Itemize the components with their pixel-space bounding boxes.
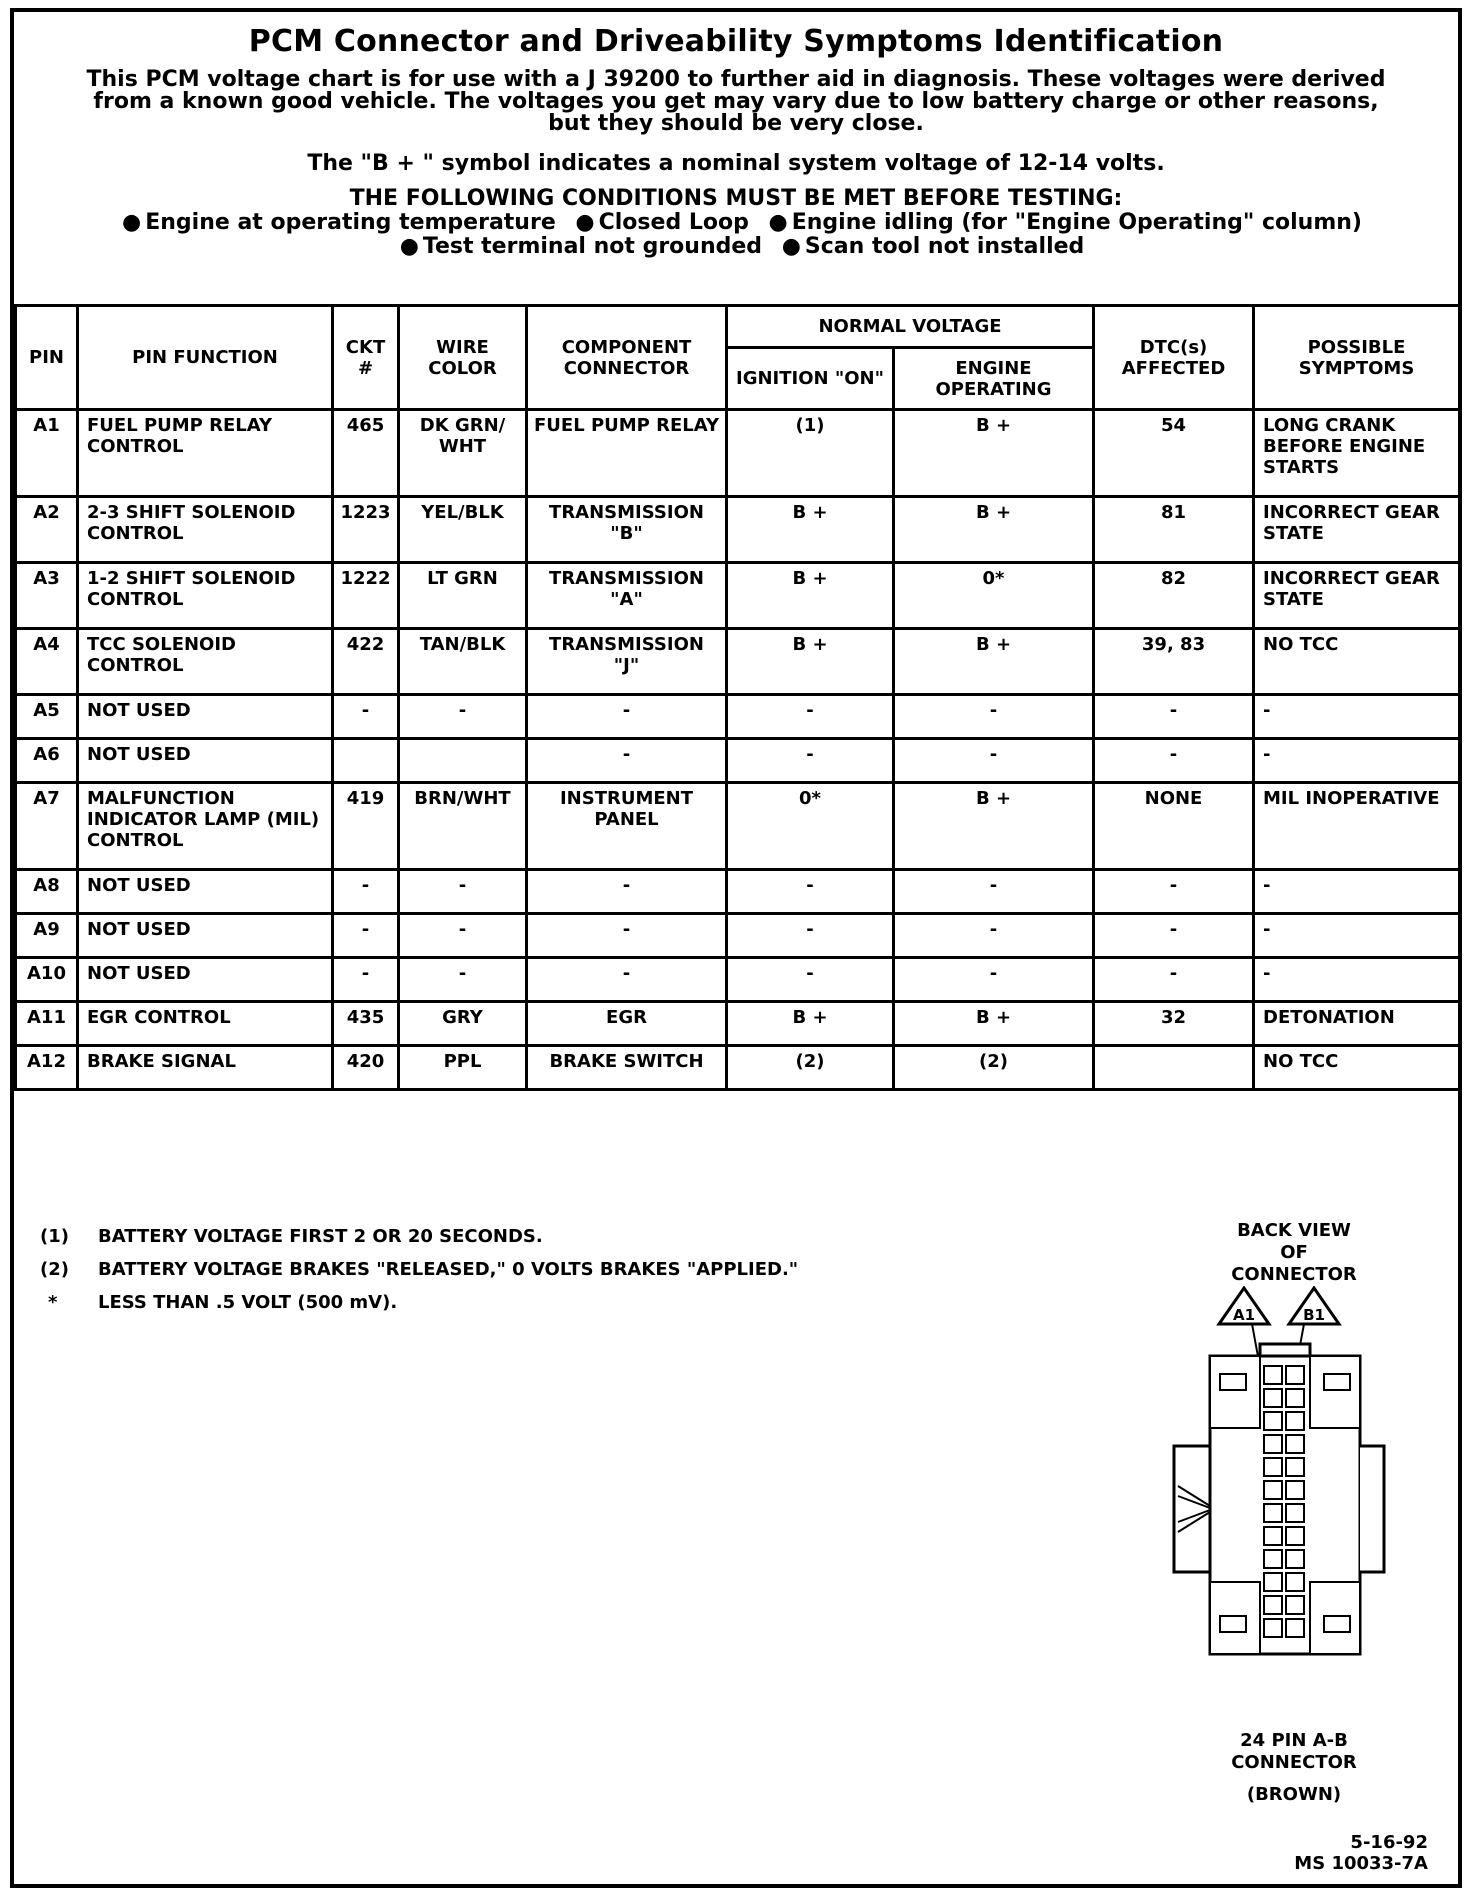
dtc-cell: 32	[1094, 1002, 1254, 1046]
pin-cell: A4	[16, 629, 78, 695]
pin-cavity	[1264, 1435, 1282, 1453]
component-cell: -	[527, 958, 727, 1002]
function-cell: BRAKE SIGNAL	[78, 1046, 333, 1090]
pin-cavity	[1264, 1458, 1282, 1476]
function-cell: NOT USED	[78, 695, 333, 739]
pin-cell: A5	[16, 695, 78, 739]
bullet-icon: ●	[122, 210, 142, 235]
ignition-voltage-cell: (2)	[727, 1046, 894, 1090]
pin-cell: A1	[16, 410, 78, 497]
component-cell: -	[527, 870, 727, 914]
table-row	[16, 1002, 1460, 1046]
ckt-cell: -	[333, 958, 399, 1002]
connector-label	[1164, 1730, 1424, 1806]
dtc-cell	[1094, 1046, 1254, 1090]
engine-voltage-cell: -	[894, 739, 1094, 783]
table-row	[16, 739, 1460, 783]
pin-cavity	[1286, 1596, 1304, 1614]
pin-cavity	[1264, 1573, 1282, 1591]
footnote-mark: *	[48, 1292, 58, 1313]
header-normal-voltage: NORMAL VOLTAGE	[727, 306, 1094, 348]
wire-color-cell: LT GRN	[399, 563, 527, 629]
ckt-cell: 435	[333, 1002, 399, 1046]
wire-color-cell: DK GRN/ WHT	[399, 410, 527, 497]
document-id	[1294, 1832, 1428, 1874]
intro-line: This PCM voltage chart is for use with a J 39200 to further aid in diagnosis. These voltages were derived	[86, 67, 1386, 92]
engine-voltage-cell: B +	[894, 783, 1094, 870]
ignition-voltage-cell: (1)	[727, 410, 894, 497]
wire-color-cell: -	[399, 695, 527, 739]
condition-item: Engine idling (for "Engine Operating" column)	[791, 210, 1362, 235]
component-cell: TRANSMISSION "B"	[527, 497, 727, 563]
symbol-note: The "B + " symbol indicates a nominal system voltage of 12-14 volts.	[307, 151, 1165, 176]
table-row	[16, 958, 1460, 1002]
pin-cavity	[1286, 1504, 1304, 1522]
header-pin: PIN	[16, 306, 78, 410]
pin-cavity	[1264, 1550, 1282, 1568]
intro-line: from a known good vehicle. The voltages you get may vary due to low battery charge or other reasons,	[93, 89, 1379, 114]
ignition-voltage-cell: -	[727, 695, 894, 739]
document-page	[10, 8, 1462, 1888]
ignition-voltage-cell: B +	[727, 629, 894, 695]
ckt-cell: 465	[333, 410, 399, 497]
table-row	[16, 410, 1460, 497]
connector-label-line: 24 PIN A-B	[1240, 1730, 1348, 1751]
bullet-icon: ●	[575, 210, 595, 235]
symptoms-cell: INCORRECT GEAR STATE	[1254, 497, 1460, 563]
engine-voltage-cell: (2)	[894, 1046, 1094, 1090]
condition-item: Scan tool not installed	[804, 234, 1085, 259]
symptoms-cell: MIL INOPERATIVE	[1254, 783, 1460, 870]
engine-voltage-cell: -	[894, 958, 1094, 1002]
dtc-cell: -	[1094, 695, 1254, 739]
header-component: COMPONENT CONNECTOR	[527, 306, 727, 410]
symptoms-cell: INCORRECT GEAR STATE	[1254, 563, 1460, 629]
symptoms-cell: -	[1254, 695, 1460, 739]
pin-cavity	[1286, 1435, 1304, 1453]
pin-cell: A10	[16, 958, 78, 1002]
notes-area	[14, 1122, 1458, 1888]
pin-cavity	[1264, 1366, 1282, 1384]
connector-upper-right-block	[1310, 1356, 1360, 1428]
wire-color-cell: BRN/WHT	[399, 783, 527, 870]
pin-cell: A3	[16, 563, 78, 629]
pin-cell: A7	[16, 783, 78, 870]
footnote-mark: (1)	[40, 1226, 69, 1247]
engine-voltage-cell: -	[894, 695, 1094, 739]
bullet-icon: ●	[781, 234, 801, 259]
dtc-cell: 54	[1094, 410, 1254, 497]
pin-cavity	[1286, 1573, 1304, 1591]
component-cell: TRANSMISSION "J"	[527, 629, 727, 695]
header-symptoms: POSSIBLE SYMPTOMS	[1254, 306, 1460, 410]
pin-cavity	[1264, 1596, 1282, 1614]
dtc-cell: -	[1094, 914, 1254, 958]
pin-cavity	[1286, 1458, 1304, 1476]
table-row	[16, 563, 1460, 629]
function-cell: TCC SOLENOID CONTROL	[78, 629, 333, 695]
function-cell: FUEL PUMP RELAY CONTROL	[78, 410, 333, 497]
condition-item: Test terminal not grounded	[422, 234, 763, 259]
component-cell: -	[527, 914, 727, 958]
terminal-window	[1220, 1374, 1246, 1390]
function-cell: NOT USED	[78, 870, 333, 914]
component-cell: FUEL PUMP RELAY	[527, 410, 727, 497]
footnote	[34, 1226, 798, 1247]
symptoms-cell: NO TCC	[1254, 629, 1460, 695]
pin-b1-label: B1	[1303, 1306, 1325, 1324]
component-cell: -	[527, 695, 727, 739]
pin-cell: A9	[16, 914, 78, 958]
connector-label-line: CONNECTOR	[1231, 1752, 1357, 1773]
document-date: 5-16-92	[1350, 1832, 1428, 1853]
dtc-cell: 39, 83	[1094, 629, 1254, 695]
ckt-cell: 1222	[333, 563, 399, 629]
symptoms-cell: NO TCC	[1254, 1046, 1460, 1090]
component-cell: BRAKE SWITCH	[527, 1046, 727, 1090]
function-cell: MALFUNCTION INDICATOR LAMP (MIL) CONTROL	[78, 783, 333, 870]
connector-color-label: (BROWN)	[1246, 1784, 1342, 1805]
header-function: PIN FUNCTION	[78, 306, 333, 410]
pin-cell: A8	[16, 870, 78, 914]
dtc-cell: 82	[1094, 563, 1254, 629]
footnotes	[34, 1226, 798, 1325]
table-header-row	[16, 306, 1460, 348]
symptoms-cell: -	[1254, 958, 1460, 1002]
pin-cavity	[1264, 1412, 1282, 1430]
footnote-text: LESS THAN .5 VOLT (500 mV).	[98, 1292, 398, 1313]
wire-color-cell: PPL	[399, 1046, 527, 1090]
dtc-cell: -	[1094, 958, 1254, 1002]
header-ignition-on: IGNITION "ON"	[727, 348, 894, 410]
header-dtc: DTC(s) AFFECTED	[1094, 306, 1254, 410]
ckt-cell: -	[333, 914, 399, 958]
back-view-label-line: BACK VIEW	[1237, 1220, 1351, 1241]
pin-cavity	[1264, 1481, 1282, 1499]
connector-drawing	[1164, 1286, 1424, 1726]
pin-cavity	[1264, 1504, 1282, 1522]
pin-cavity	[1286, 1389, 1304, 1407]
pin-cell: A6	[16, 739, 78, 783]
wire-clip	[1174, 1446, 1210, 1572]
back-view-label	[1164, 1220, 1424, 1286]
ignition-voltage-cell: -	[727, 914, 894, 958]
pin-cavity	[1264, 1619, 1282, 1637]
dtc-cell: NONE	[1094, 783, 1254, 870]
ckt-cell: 419	[333, 783, 399, 870]
function-cell: 2-3 SHIFT SOLENOID CONTROL	[78, 497, 333, 563]
footnote	[34, 1259, 798, 1280]
ckt-cell	[333, 739, 399, 783]
pin-cavity	[1286, 1412, 1304, 1430]
wire-color-cell	[399, 739, 527, 783]
conditions-line-2	[14, 235, 1458, 259]
footnote	[34, 1292, 798, 1313]
table-row	[16, 497, 1460, 563]
engine-voltage-cell: B +	[894, 410, 1094, 497]
ckt-cell: -	[333, 695, 399, 739]
ignition-voltage-cell: B +	[727, 1002, 894, 1046]
pin-cavity	[1286, 1481, 1304, 1499]
symptoms-cell: -	[1254, 870, 1460, 914]
function-cell: 1-2 SHIFT SOLENOID CONTROL	[78, 563, 333, 629]
function-cell: NOT USED	[78, 958, 333, 1002]
pin-cavity	[1286, 1366, 1304, 1384]
ckt-cell: 1223	[333, 497, 399, 563]
bullet-icon: ●	[399, 234, 419, 259]
component-cell: -	[527, 739, 727, 783]
header-engine-operating: ENGINE OPERATING	[894, 348, 1094, 410]
intro-line: but they should be very close.	[548, 111, 924, 136]
component-cell: EGR	[527, 1002, 727, 1046]
table-row	[16, 629, 1460, 695]
engine-voltage-cell: B +	[894, 1002, 1094, 1046]
symptoms-cell: LONG CRANK BEFORE ENGINE STARTS	[1254, 410, 1460, 497]
ignition-voltage-cell: B +	[727, 563, 894, 629]
conditions-title: THE FOLLOWING CONDITIONS MUST BE MET BEFORE TESTING:	[349, 186, 1123, 211]
function-cell: EGR CONTROL	[78, 1002, 333, 1046]
dtc-cell: -	[1094, 739, 1254, 783]
function-cell: NOT USED	[78, 914, 333, 958]
engine-voltage-cell: B +	[894, 629, 1094, 695]
terminal-window	[1324, 1374, 1350, 1390]
pin-cavity	[1286, 1550, 1304, 1568]
pin-cell: A11	[16, 1002, 78, 1046]
symptoms-cell: DETONATION	[1254, 1002, 1460, 1046]
pin-table	[14, 304, 1461, 1091]
table-row	[16, 783, 1460, 870]
pin-a1-label: A1	[1232, 1306, 1256, 1324]
document-header	[14, 12, 1458, 304]
wire-color-cell: -	[399, 914, 527, 958]
pin-cell: A2	[16, 497, 78, 563]
ckt-cell: 422	[333, 629, 399, 695]
conditions-line-1	[14, 211, 1458, 235]
side-rib	[1360, 1446, 1384, 1572]
page-title: PCM Connector and Driveability Symptoms Identification	[248, 24, 1224, 59]
table-row	[16, 914, 1460, 958]
wire-color-cell: -	[399, 958, 527, 1002]
wire-color-cell: GRY	[399, 1002, 527, 1046]
header-ckt: CKT #	[333, 306, 399, 410]
condition-item: Engine at operating temperature	[145, 210, 556, 235]
condition-item: Closed Loop	[598, 210, 749, 235]
ignition-voltage-cell: 0*	[727, 783, 894, 870]
footnote-mark: (2)	[40, 1259, 69, 1280]
table-row	[16, 1046, 1460, 1090]
table-row	[16, 870, 1460, 914]
connector-upper-left-block	[1210, 1356, 1260, 1428]
connector-diagram	[1164, 1220, 1424, 1806]
ignition-voltage-cell: B +	[727, 497, 894, 563]
ignition-voltage-cell: -	[727, 958, 894, 1002]
table-body	[16, 410, 1460, 1090]
function-cell: NOT USED	[78, 739, 333, 783]
bullet-icon: ●	[768, 210, 788, 235]
ignition-voltage-cell: -	[727, 739, 894, 783]
component-cell: INSTRUMENT PANEL	[527, 783, 727, 870]
engine-voltage-cell: -	[894, 914, 1094, 958]
pin-table-container	[14, 304, 1458, 1091]
intro-text	[14, 69, 1458, 135]
header-wire-color: WIRE COLOR	[399, 306, 527, 410]
terminal-window	[1324, 1616, 1350, 1632]
wire-color-cell: -	[399, 870, 527, 914]
wire-color-cell: YEL/BLK	[399, 497, 527, 563]
symptoms-cell: -	[1254, 914, 1460, 958]
footnote-text: BATTERY VOLTAGE FIRST 2 OR 20 SECONDS.	[98, 1226, 543, 1247]
pin-cavity	[1264, 1389, 1282, 1407]
document-code: MS 10033-7A	[1294, 1853, 1428, 1874]
ignition-voltage-cell: -	[727, 870, 894, 914]
engine-voltage-cell: B +	[894, 497, 1094, 563]
terminal-window	[1220, 1616, 1246, 1632]
dtc-cell: -	[1094, 870, 1254, 914]
dtc-cell: 81	[1094, 497, 1254, 563]
ckt-cell: 420	[333, 1046, 399, 1090]
pin-cavity	[1286, 1619, 1304, 1637]
table-row	[16, 695, 1460, 739]
back-view-label-line: CONNECTOR	[1231, 1264, 1357, 1285]
engine-voltage-cell: 0*	[894, 563, 1094, 629]
engine-voltage-cell: -	[894, 870, 1094, 914]
pin-cavity	[1264, 1527, 1282, 1545]
pin-cavity	[1286, 1527, 1304, 1545]
symptoms-cell: -	[1254, 739, 1460, 783]
ckt-cell: -	[333, 870, 399, 914]
wire-color-cell: TAN/BLK	[399, 629, 527, 695]
pin-cell: A12	[16, 1046, 78, 1090]
footnote-text: BATTERY VOLTAGE BRAKES "RELEASED," 0 VOLTS BRAKES "APPLIED."	[98, 1259, 799, 1280]
connector-latch	[1260, 1344, 1310, 1356]
component-cell: TRANSMISSION "A"	[527, 563, 727, 629]
back-view-label-line: OF	[1280, 1242, 1308, 1263]
